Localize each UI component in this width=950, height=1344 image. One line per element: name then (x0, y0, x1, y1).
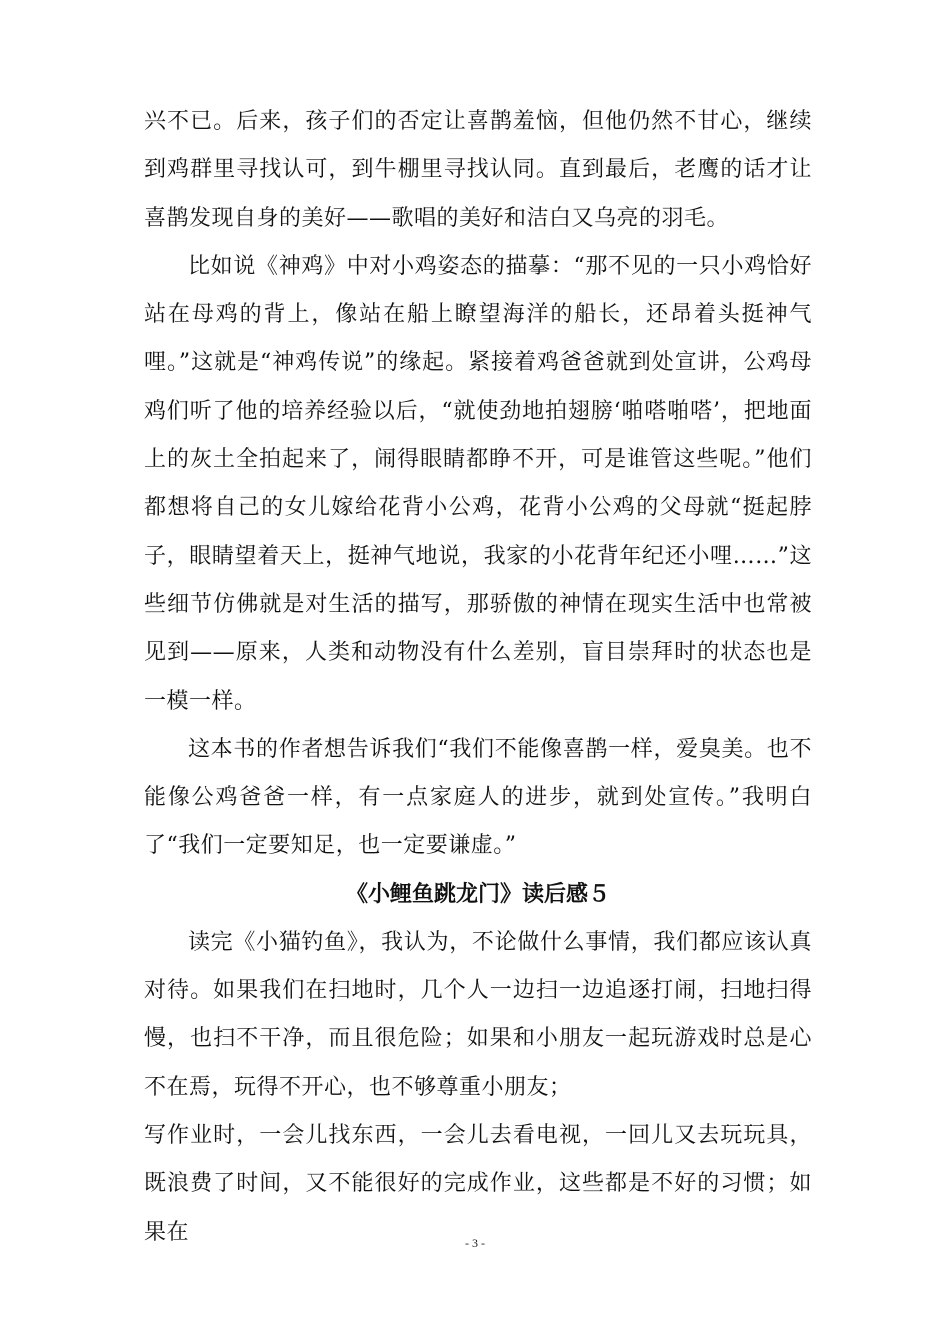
paragraph-author-message: 这本书的作者想告诉我们“我们不能像喜鹊一样，爱臭美。也不能像公鸡爸爸一样，有一点家庭人的进步，就到处宣传。”我明白了“我们一定要知足，也一定要谦虚。” (144, 736, 812, 859)
paragraph-continuation: 兴不已。后来，孩子们的否定让喜鹊羞恼，但他仍然不甘心，继续到鸡群里寻找认可，到牛棚里寻找认同。直到最后，老鹰的话才让喜鹊发现自身的美好——歌唱的美好和洁白又乌亮的羽毛。 (144, 109, 812, 231)
paragraph-shenji-example: 比如说《神鸡》中对小鸡姿态的描摹：“那不见的一只小鸡恰好站在母鸡的背上，像站在船上瞭望海洋的船长，还昂着头挺神气哩。”这就是“神鸡传说”的缘起。紧接着鸡爸爸就到处宣讲，公鸡母鸡们听了他的培养经验以后，“就使劲地拍翅膀‘啪嗒啪嗒’，把地面上的灰土全拍起来了，闹得眼睛都睁不开，可是谁管这些呢。”他们都想将自己的女儿嫁给花背小公鸡，花背小公鸡的父母就“挺起脖子，眼睛望着天上，挺神气地说，我家的小花背年纪还小哩……”这些细节仿佛就是对生活的描写，那骄傲的神情在现实生活中也常被见到——原来，人类和动物没有什么差别，盲目崇拜时的状态也是一模一样。 (144, 253, 812, 714)
paragraph-homework: 写作业时，一会儿找东西，一会儿去看电视，一回儿又去玩玩具，既浪费了时间，又不能很好的完成作业，这些都是不好的习惯；如果在 (144, 1122, 812, 1245)
page-number: - 3 - (465, 1236, 485, 1250)
paragraph-xiaomao-diaoyu: 读完《小猫钓鱼》，我认为，不论做什么事情，我们都应该认真对待。如果我们在扫地时，几个人一边扫一边追逐打闹，扫地扫得慢，也扫不干净，而且很危险；如果和小朋友一起玩游戏时总是心不在焉，玩得不开心，也不够尊重小朋友； (144, 929, 812, 1100)
document-body (144, 98, 812, 1257)
section-heading: 《小鲤鱼跳龙门》读后感５ (345, 881, 610, 907)
